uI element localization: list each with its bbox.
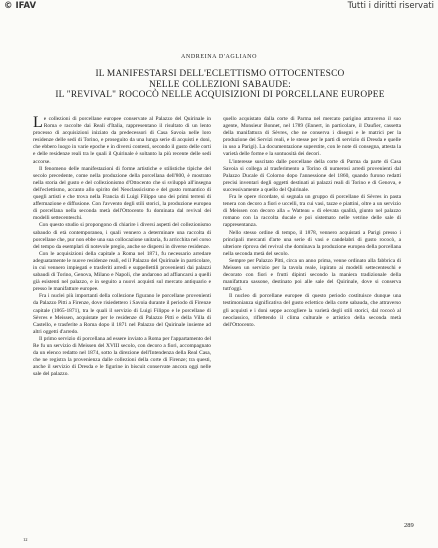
paragraph: Fra i nuclei più importanti della collezione figurano le porcellane provenienti da Palazzo Pitti a Firenze, dove risiedettero i Savoia durante il periodo di Firenze capitale (1865-1871), tra le quali il servizio di Luigi Filippo e le porcellane di Sèvres e Meissen, acquistate per le residenze di Palazzo Pitti e della Villa di Castello, e trasferite a Roma dopo il 1871 nel Palazzo del Quirinale insieme ad altri oggetti d'arredo. [33,293,211,335]
right-text-column [223,116,401,514]
paragraph: Il nucleo di porcellane europee di questo periodo costituisce dunque una testimonianza significativa del gusto eclettico della corte sabauda, che attraverso gli acquisti e i doni seppe accogliere la varietà degli stili storici, dal rococò al neoclassico, riflettendo il clima culturale e artistico della seconda metà dell'Ottocento. [223,293,401,328]
title-line-3: IL "REVIVAL" ROCOCÒ NELLE ACQUISIZIONI DI PORCELLANE EUROPEE [55,90,385,101]
left-text-column [33,116,211,514]
paragraph: Il fenomeno delle manifestazioni di forme artistiche e stilistiche tipiche del secolo precedente, come nella produzione della porcellana dell'800, è mostrato nella storia del gusto e del collezionismo d'Ottocento che si sviluppò all'insegna dell'eclettismo, accanto allo spirito del Neoclassicismo e del gusto romantico di quegli artisti e che trova nella Francia di Luigi Filippo uno dei primi terreni di affermazione e diffusione. Con l'avvento degli stili storici, la produzione europea di porcellana nella seconda metà dell'Ottocento fu dominata dal revival dei modelli settecenteschi. [33,165,211,222]
paragraph: Con questo studio si propongono di chiarire i diversi aspetti del collezionismo sabaudo di età contemporanea, i quali vennero a determinare una raccolta di porcellane che, pur non ebbe una sua collocazione unitaria, fu arricchita nel corso del tempo da esemplari di notevole pregio, anche se dispersi in diverse residenze. [33,222,211,250]
paragraph: Fra le opere ricordate, si segnala un gruppo di porcellane di Sèvres in pasta tenera con decoro a fiori e uccelli, tra cui vasi, tazze e piattini, oltre a un servizio di Meissen con decoro alla « Watteau » di elevata qualità, giunto nel palazzo romano con la raccolta ducale e poi sistemato nelle vetrine delle sale di rappresentanza. [223,194,401,229]
paragraph: Sempre per Palazzo Pitti, circa un anno prima, venne ordinato alla fabbrica di Meissen un servizio per la tavola reale, ispirato ai modelli settecenteschi e decorato con fiori e frutti dipinti secondo la maniera tradizionale della manifattura sassone, destinato poi alle sale del Quirinale, dove si conserva tutt'oggi. [223,257,401,293]
paragraph: quello acquistato dalla corte di Parma nel mercato parigino attraverso il suo agente, Monsieur Bonnet, nel 1789 (Ennert, in particolare, il Daufier, cassetta della manifattura di Sèvres, che ne conserva i disegni e le matrici per la produzione dei Servizi reali, e le stesse per le parti di servizio di Dresda e quelle in uso a Parigi). La documentazione superstite, con le note di consegna, attesta la varietà delle forme e la sontuosità dei decori. [223,116,401,158]
paragraph: L'interesse suscitato dalle porcellane della corte di Parma da parte di Casa Savoia si collega al trasferimento a Torino di numerosi arredi provenienti dal Palazzo Ducale di Colorno dopo l'annessione del 1860, quando furono redatti precisi inventari degli oggetti destinati ai palazzi reali di Torino e di Genova, e successivamente a quello del Quirinale. [223,158,401,193]
paragraph: Il primo servizio di porcellana ad essere inviato a Roma per l'appartamento del Re fu un servizio di Meissen del XVIII secolo, con decoro a fiori, accompagnato da un elenco redatto nel 1874, sotto la direzione dell'Intendenza della Real Casa, che ne registra la provenienza dalle collezioni della corte di Firenze; tra questi, anche il servizio di Dresda e le figurine in biscuit conservate ancora oggi nelle sale del palazzo. [33,335,211,378]
title-line-2: NELLE COLLEZIONI SABAUDE: [149,79,291,90]
brand-name: © IFAV [4,1,37,11]
rights-notice: Tutti i diritti riservati [347,1,434,11]
paragraph: Nello stesso ordine di tempo, il 1878, vennero acquistati a Parigi presso i principali mercanti d'arte una serie di vasi e candelabri di gusto rococò, a ulteriore riprova del revival che dominava la produzione europea della porcellana nella seconda metà del secolo. [223,229,401,257]
paragraph [33,116,211,166]
title-line-1: IL MANIFESTARSI DELL'ECLETTISMO OTTOCENTESCO [95,69,345,79]
paragraph-text: e collezioni di porcellane europee conservate al Palazzo del Quirinale in Roma e raccolte dai Reali d'Italia, rappresentano il risultato di un lento processo di acquisizioni iniziato da predecessori di Casa Savoia nelle loro residenze delle sedi di Torino, e proseguito da una lunga serie di acquisti e doni, che ebbero luogo in varie epoche e in diversi contesti, secondo il gusto delle corti e delle residenze reali tra le quali il Quirinale è soltanto la più recente delle sedi accorse. [33,116,211,165]
article-author: ANDREINA D'AGLIANO [180,54,258,60]
article-title [30,69,410,101]
drop-cap: L [33,116,43,131]
footnote-mark: 12 [23,537,28,542]
paragraph: Con le acquisizioni della capitale a Roma nel 1871, fu necessario arredare adeguatamente le nuove residenze reali, ed il Palazzo del Quirinale in particolare, in cui vennero impiegati e trasferiti arredi e suppellettili provenienti dai palazzi sabaudi di Torino, Genova, Milano e Napoli, che andarono ad affiancarsi a quelli già esistenti nel palazzo, e in seguito a nuovi acquisti sul mercato antiquario e presso le manifatture europee. [33,250,211,293]
page-number: 289 [404,522,414,529]
watermark-banner [0,0,438,13]
